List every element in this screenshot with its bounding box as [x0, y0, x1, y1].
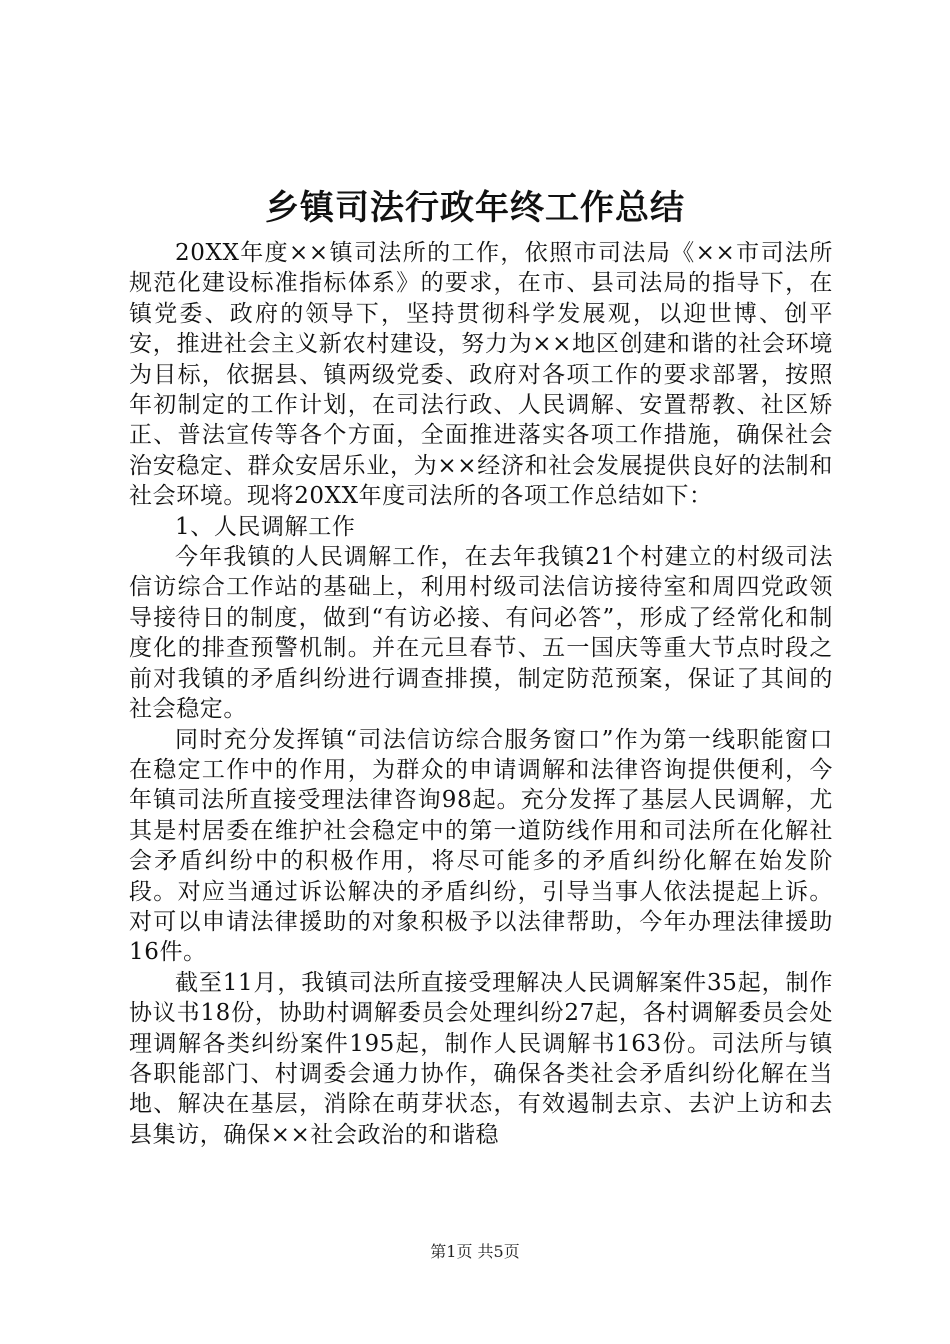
- paragraph-intro: 20XX年度××镇司法所的工作，依照市司法局《××市司法所规范化建设标准指标体系》的要求，在市、县司法局的指导下，在镇党委、政府的领导下，坚持贯彻科学发展观，以迎世博、创平安，推进社会主义新农村建设，努力为××地区创建和谐的社会环境为目标，依据县、镇两级党委、政府对各项工作的要求部署，按照年初制定的工作计划，在司法行政、人民调解、安置帮教、社区矫正、普法宣传等各个方面，全面推进落实各项工作措施，确保社会治安稳定、群众安居乐业，为××经济和社会发展提供良好的法制和社会环境。现将20XX年度司法所的各项工作总结如下：: [129, 240, 833, 510]
- section-heading: 1、人民调解工作: [175, 513, 356, 540]
- document-body: [129, 238, 833, 1150]
- paragraph-mediation: 今年我镇的人民调解工作，在去年我镇21个村建立的村级司法信访综合工作站的基础上，利用村级司法信访接待室和周四党政领导接待日的制度，做到“有访必接、有问必答”，形成了经常化和制度化的排查预警机制。并在元旦春节、五一国庆等重大节点时段之前对我镇的矛盾纠纷进行调查排摸，制定防范预案，保证了其间的社会稳定。: [129, 544, 833, 723]
- page-number-footer: 第1页 共5页: [430, 1242, 520, 1261]
- document-title: 乡镇司法行政年终工作总结: [265, 188, 685, 228]
- paragraph-service-window: 同时充分发挥镇“司法信访综合服务窗口”作为第一线职能窗口在稳定工作中的作用，为群众的申请调解和法律咨询提供便利，今年镇司法所直接受理法律咨询98起。充分发挥了基层人民调解，尤其是村居委在维护社会稳定中的第一道防线作用和司法所在化解社会矛盾纠纷中的积极作用，将尽可能多的矛盾纠纷化解在始发阶段。对应当通过诉讼解决的矛盾纠纷，引导当事人依法提起上诉。对可以申请法律援助的对象积极予以法律帮助，今年办理法律援助16件。: [129, 726, 833, 966]
- paragraph-statistics: 截至11月，我镇司法所直接受理解决人民调解案件35起，制作协议书18份，协助村调解委员会处理纠纷27起，各村调解委员会处理调解各类纠纷案件195起，制作人民调解书163份。司法所与镇各职能部门、村调委会通力协作，确保各类社会矛盾纠纷化解在当地、解决在基层，消除在萌芽状态，有效遏制去京、去沪上访和去县集访，确保××社会政治的和谐稳: [129, 969, 833, 1148]
